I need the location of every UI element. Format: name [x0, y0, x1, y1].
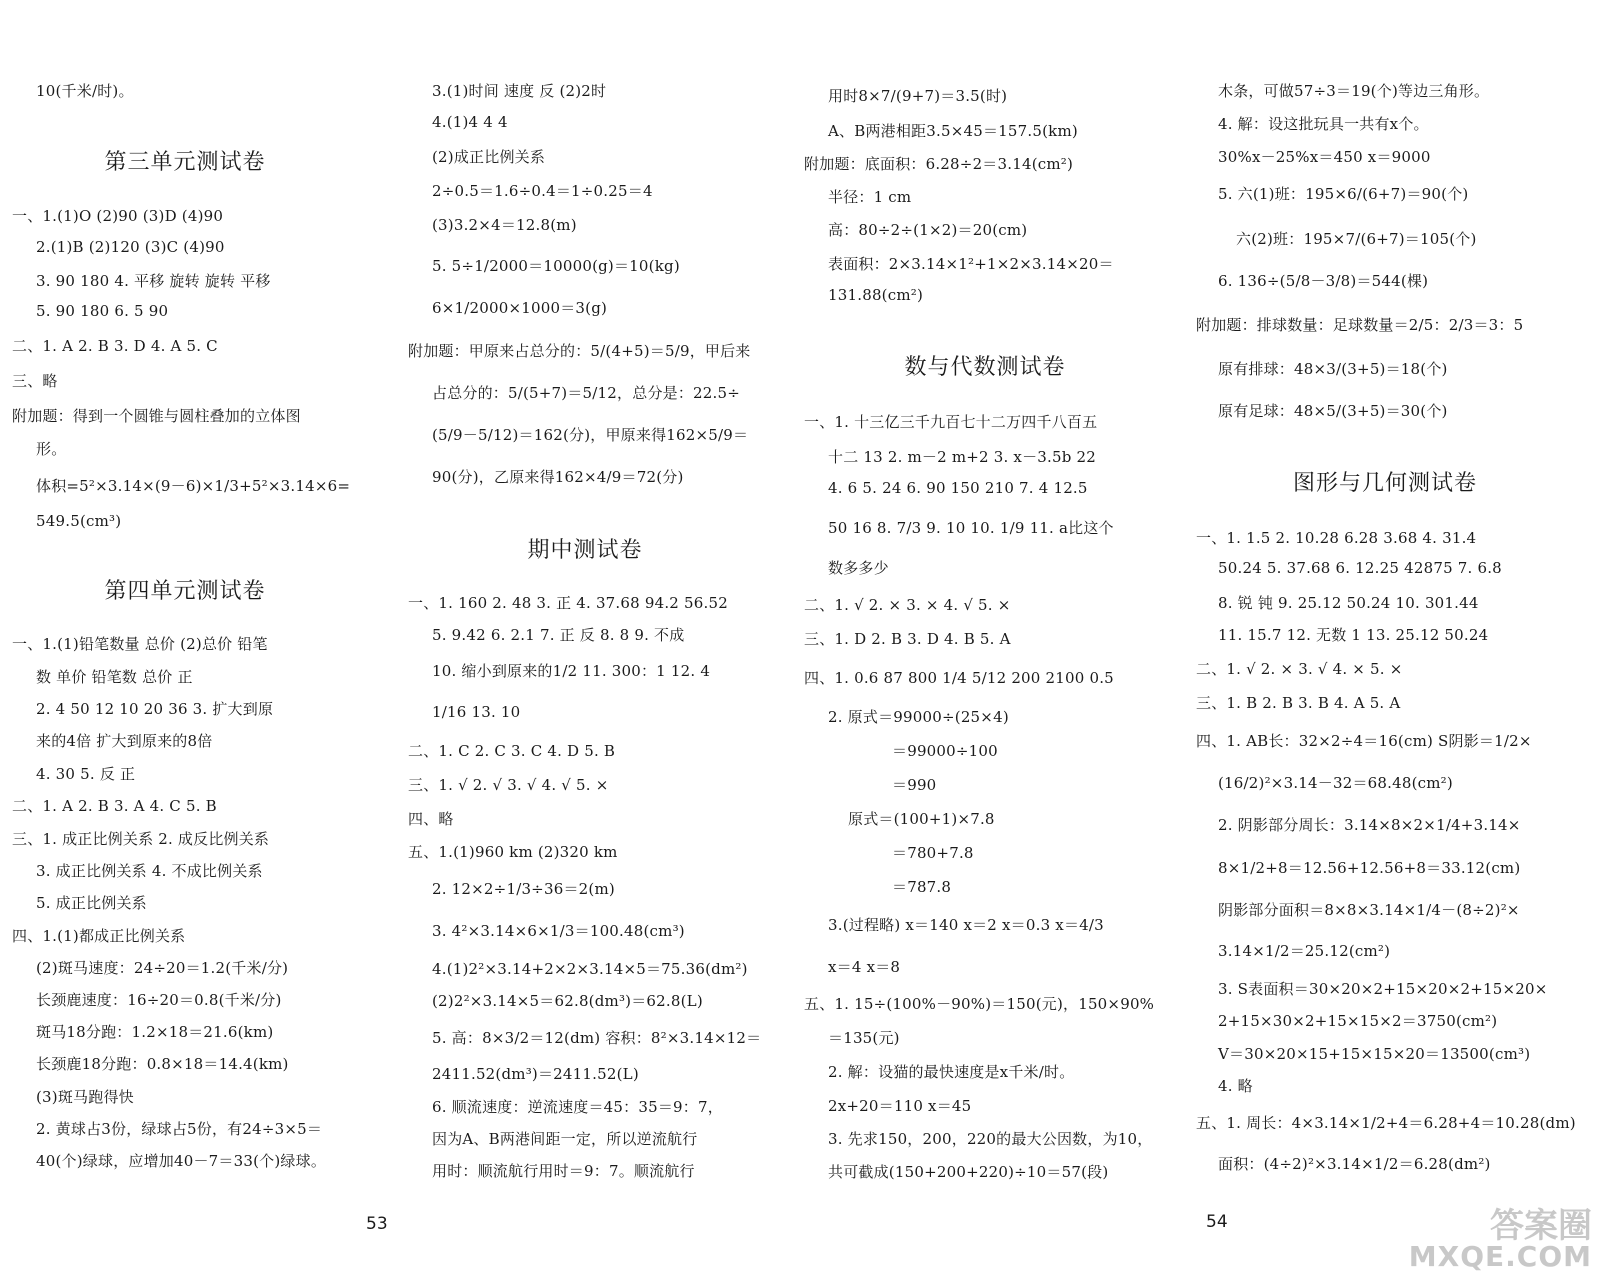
text-line: 半径：1 cm — [828, 188, 912, 206]
text-line: 5. 六(1)班：195×6/(6+7)＝90(个) — [1218, 185, 1469, 203]
text-line: 2x+20＝110 x＝45 — [828, 1097, 972, 1115]
text-line: 3. 先求150，200，220的最大公因数，为10， — [828, 1130, 1153, 1148]
text-line: 表面积：2×3.14×1²+1×2×3.14×20＝ — [828, 255, 1114, 273]
text-line: 二、1. A 2. B 3. D 4. A 5. C — [12, 337, 218, 355]
text-line: 三、1. √ 2. √ 3. √ 4. √ 5. × — [408, 776, 609, 794]
text-line: 附加题：得到一个圆锥与圆柱叠加的立体图 — [12, 407, 301, 425]
text-line: 2. 4 50 12 10 20 36 3. 扩大到原 — [36, 700, 274, 718]
watermark-logo — [1408, 1206, 1592, 1273]
text-line: x＝4 x＝8 — [828, 958, 901, 976]
section-title: 期中测试卷 — [527, 538, 643, 563]
text-line: 二、1. A 2. B 3. A 4. C 5. B — [12, 797, 217, 815]
text-line: 用时：顺流航行用时＝9：7。顺流航行 — [432, 1162, 695, 1180]
text-line: 2. 黄球占3份，绿球占5份，有24÷3×5＝ — [36, 1120, 323, 1138]
text-line: V＝30×20×15+15×15×20＝13500(cm³) — [1218, 1045, 1531, 1063]
section-title: 图形与几何测试卷 — [1292, 471, 1477, 496]
text-line: 原式＝(100+1)×7.8 — [848, 810, 995, 828]
column-1 — [0, 0, 400, 1190]
page-number: 54 — [1206, 1212, 1228, 1232]
text-line: 11. 15.7 12. 无数 1 13. 25.12 50.24 — [1218, 626, 1489, 644]
text-line: (3)斑马跑得快 — [36, 1088, 134, 1106]
text-line: 附加题：底面积：6.28÷2＝3.14(cm²) — [804, 155, 1074, 173]
text-line: 数 单价 铅笔数 总价 正 — [36, 668, 193, 686]
watermark-text: 答案圈 — [1490, 1206, 1592, 1246]
text-line: 木条，可做57÷3＝19(个)等边三角形。 — [1218, 82, 1490, 100]
text-line: 二、1. C 2. C 3. C 4. D 5. B — [408, 742, 616, 760]
text-line: 2. 阴影部分周长：3.14×8×2×1/4+3.14× — [1218, 816, 1521, 834]
text-line: 三、1. 成正比例关系 2. 成反比例关系 — [12, 830, 270, 848]
text-line: 体积=5²×3.14×(9－6)×1/3+5²×3.14×6= — [36, 477, 351, 495]
text-line: 5. 成正比例关系 — [36, 894, 147, 912]
text-line: 四、1. 0.6 87 800 1/4 5/12 200 2100 0.5 — [804, 669, 1114, 687]
section-title: 数与代数测试卷 — [904, 355, 1066, 380]
column-2 — [400, 0, 800, 1190]
text-line: 10(千米/时)。 — [36, 82, 134, 100]
text-line: 三、1. D 2. B 3. D 4. B 5. A — [804, 630, 1011, 648]
text-line: 面积：(4÷2)²×3.14×1/2＝6.28(dm²) — [1218, 1155, 1491, 1173]
text-line: 原有排球：48×3/(3+5)＝18(个) — [1218, 360, 1448, 378]
text-line: 6×1/2000×1000＝3(g) — [432, 299, 608, 317]
text-line: 4.(1)4 4 4 — [432, 113, 508, 131]
text-line: (5/9－5/12)＝162(分)，甲原来得162×5/9＝ — [432, 426, 749, 444]
text-line: 来的4倍 扩大到原来的8倍 — [36, 732, 213, 750]
text-line: 长颈鹿18分跑：0.8×18＝14.4(km) — [36, 1055, 289, 1073]
text-line: 一、1. 十三亿三千九百七十二万四千八百五 — [804, 413, 1098, 431]
text-line: ＝135(元) — [828, 1029, 900, 1047]
text-line: (3)3.2×4＝12.8(m) — [432, 216, 577, 234]
text-line: 5. 高：8×3/2＝12(dm) 容积：8²×3.14×12＝ — [432, 1029, 762, 1047]
text-line: 50 16 8. 7/3 9. 10 10. 1/9 11. a比这个 — [828, 519, 1114, 537]
text-line: 10. 缩小到原来的1/2 11. 300：1 12. 4 — [432, 662, 711, 680]
text-line: 2. 原式＝99000÷(25×4) — [828, 708, 1009, 726]
text-line: 数多多少 — [828, 559, 889, 577]
text-line: 4.(1)2²×3.14+2×2×3.14×5＝75.36(dm²) — [432, 960, 748, 978]
text-line: (2)斑马速度：24÷20＝1.2(千米/分) — [36, 959, 289, 977]
page-number: 53 — [366, 1214, 388, 1234]
text-line: 2411.52(dm³)＝2411.52(L) — [432, 1065, 639, 1083]
text-line: 3. 90 180 4. 平移 旋转 旋转 平移 — [36, 272, 271, 290]
text-line: 4. 6 5. 24 6. 90 150 210 7. 4 12.5 — [828, 479, 1088, 497]
text-line: 5. 90 180 6. 5 90 — [36, 302, 169, 320]
text-line: 8×1/2+8＝12.56+12.56+8＝33.12(cm) — [1218, 859, 1521, 877]
watermark-url: MXQE.COM — [1408, 1240, 1592, 1273]
text-line: 3.(过程略) x＝140 x＝2 x＝0.3 x＝4/3 — [828, 916, 1104, 934]
text-line: 5. 9.42 6. 2.1 7. 正 反 8. 8 9. 不成 — [432, 626, 685, 644]
text-line: 原有足球：48×5/(3+5)＝30(个) — [1218, 402, 1448, 420]
column-4 — [1196, 0, 1600, 1190]
text-line: 3.14×1/2＝25.12(cm²) — [1218, 942, 1391, 960]
section-title: 第三单元测试卷 — [104, 150, 266, 175]
text-line: 5. 5÷1/2000＝10000(g)＝10(kg) — [432, 257, 680, 275]
text-line: 131.88(cm²) — [828, 286, 924, 304]
text-line: 四、略 — [408, 810, 454, 828]
text-line: 一、1.(1)O (2)90 (3)D (4)90 — [12, 207, 224, 225]
text-line: 高：80÷2÷(1×2)＝20(cm) — [828, 221, 1028, 239]
text-line: 4. 30 5. 反 正 — [36, 765, 136, 783]
text-line: 40(个)绿球，应增加40－7＝33(个)绿球。 — [36, 1152, 327, 1170]
text-line: 一、1.(1)铅笔数量 总价 (2)总价 铅笔 — [12, 635, 268, 653]
text-line: 五、1. 15÷(100%－90%)＝150(元)，150×90% — [804, 995, 1155, 1013]
text-line: (2)2²×3.14×5＝62.8(dm³)＝62.8(L) — [432, 992, 703, 1010]
text-line: 十二 13 2. m－2 m+2 3. x－3.5b 22 — [828, 448, 1096, 466]
text-line: 90(分)，乙原来得162×4/9＝72(分) — [432, 468, 684, 486]
text-line: 8. 锐 钝 9. 25.12 50.24 10. 301.44 — [1218, 594, 1479, 612]
text-line: 占总分的：5/(5+7)＝5/12，总分是：22.5÷ — [432, 384, 741, 402]
text-line: 3. S表面积＝30×20×2+15×20×2+15×20× — [1218, 980, 1548, 998]
column-3 — [800, 0, 1200, 1190]
text-line: 3. 4²×3.14×6×1/3＝100.48(cm³) — [432, 922, 685, 940]
text-line: 用时8×7/(9+7)＝3.5(时) — [828, 87, 1008, 105]
text-line: 二、1. √ 2. × 3. √ 4. × 5. × — [1196, 660, 1403, 678]
text-line: 2÷0.5＝1.6÷0.4＝1÷0.25＝4 — [432, 182, 653, 200]
text-line: 斑马18分跑：1.2×18＝21.6(km) — [36, 1023, 274, 1041]
text-line: 3. 成正比例关系 4. 不成比例关系 — [36, 862, 263, 880]
text-line: 二、1. √ 2. × 3. × 4. √ 5. × — [804, 596, 1011, 614]
text-line: ＝99000÷100 — [892, 742, 998, 760]
text-line: 6. 顺流速度：逆流速度＝45：35＝9：7， — [432, 1098, 723, 1116]
text-line: 长颈鹿速度：16÷20＝0.8(千米/分) — [36, 991, 282, 1009]
text-line: 4. 略 — [1218, 1077, 1253, 1095]
text-line: 六(2)班：195×7/(6+7)＝105(个) — [1236, 230, 1477, 248]
text-line: ＝990 — [892, 776, 937, 794]
text-line: 3.(1)时间 速度 反 (2)2时 — [432, 82, 607, 100]
text-line: ＝787.8 — [892, 878, 952, 896]
text-line: A、B两港相距3.5×45＝157.5(km) — [828, 122, 1078, 140]
text-line: 三、1. B 2. B 3. B 4. A 5. A — [1196, 694, 1401, 712]
text-line: 2.(1)B (2)120 (3)C (4)90 — [36, 238, 225, 256]
text-line: 50.24 5. 37.68 6. 12.25 42875 7. 6.8 — [1218, 559, 1502, 577]
text-line: 四、1. AB长：32×2÷4＝16(cm) S阴影＝1/2× — [1196, 732, 1532, 750]
text-line: 2. 12×2÷1/3÷36＝2(m) — [432, 880, 615, 898]
text-line: 1/16 13. 10 — [432, 703, 521, 721]
text-line: 附加题：排球数量：足球数量＝2/5：2/3＝3：5 — [1196, 316, 1524, 334]
text-line: 一、1. 160 2. 48 3. 正 4. 37.68 94.2 56.52 — [408, 594, 728, 612]
text-line: 共可截成(150+200+220)÷10＝57(段) — [828, 1163, 1109, 1181]
text-line: 三、略 — [12, 372, 58, 390]
text-line: 4. 解：设这批玩具一共有x个。 — [1218, 115, 1429, 133]
text-line: 6. 136÷(5/8－3/8)＝544(棵) — [1218, 272, 1429, 290]
text-line: 形。 — [36, 440, 67, 458]
text-line: ＝780+7.8 — [892, 844, 974, 862]
text-line: 阴影部分面积＝8×8×3.14×1/4－(8÷2)²× — [1218, 901, 1520, 919]
section-title: 第四单元测试卷 — [104, 579, 266, 604]
text-line: (2)成正比例关系 — [432, 148, 546, 166]
text-line: 五、1.(1)960 km (2)320 km — [408, 843, 618, 861]
text-line: 549.5(cm³) — [36, 512, 122, 530]
text-line: 附加题：甲原来占总分的：5/(4+5)＝5/9，甲后来 — [408, 342, 751, 360]
text-line: 2+15×30×2+15×15×2＝3750(cm²) — [1218, 1012, 1498, 1030]
text-line: 一、1. 1.5 2. 10.28 6.28 3.68 4. 31.4 — [1196, 529, 1477, 547]
text-line: 因为A、B两港间距一定，所以逆流航行 — [432, 1130, 698, 1148]
text-line: 四、1.(1)都成正比例关系 — [12, 927, 186, 945]
text-line: 30%x－25%x＝450 x＝9000 — [1218, 148, 1431, 166]
text-line: 五、1. 周长：4×3.14×1/2+4＝6.28+4＝10.28(dm) — [1196, 1114, 1576, 1132]
text-line: 2. 解：设猫的最快速度是x千米/时。 — [828, 1063, 1075, 1081]
text-line: (16/2)²×3.14－32＝68.48(cm²) — [1218, 774, 1453, 792]
